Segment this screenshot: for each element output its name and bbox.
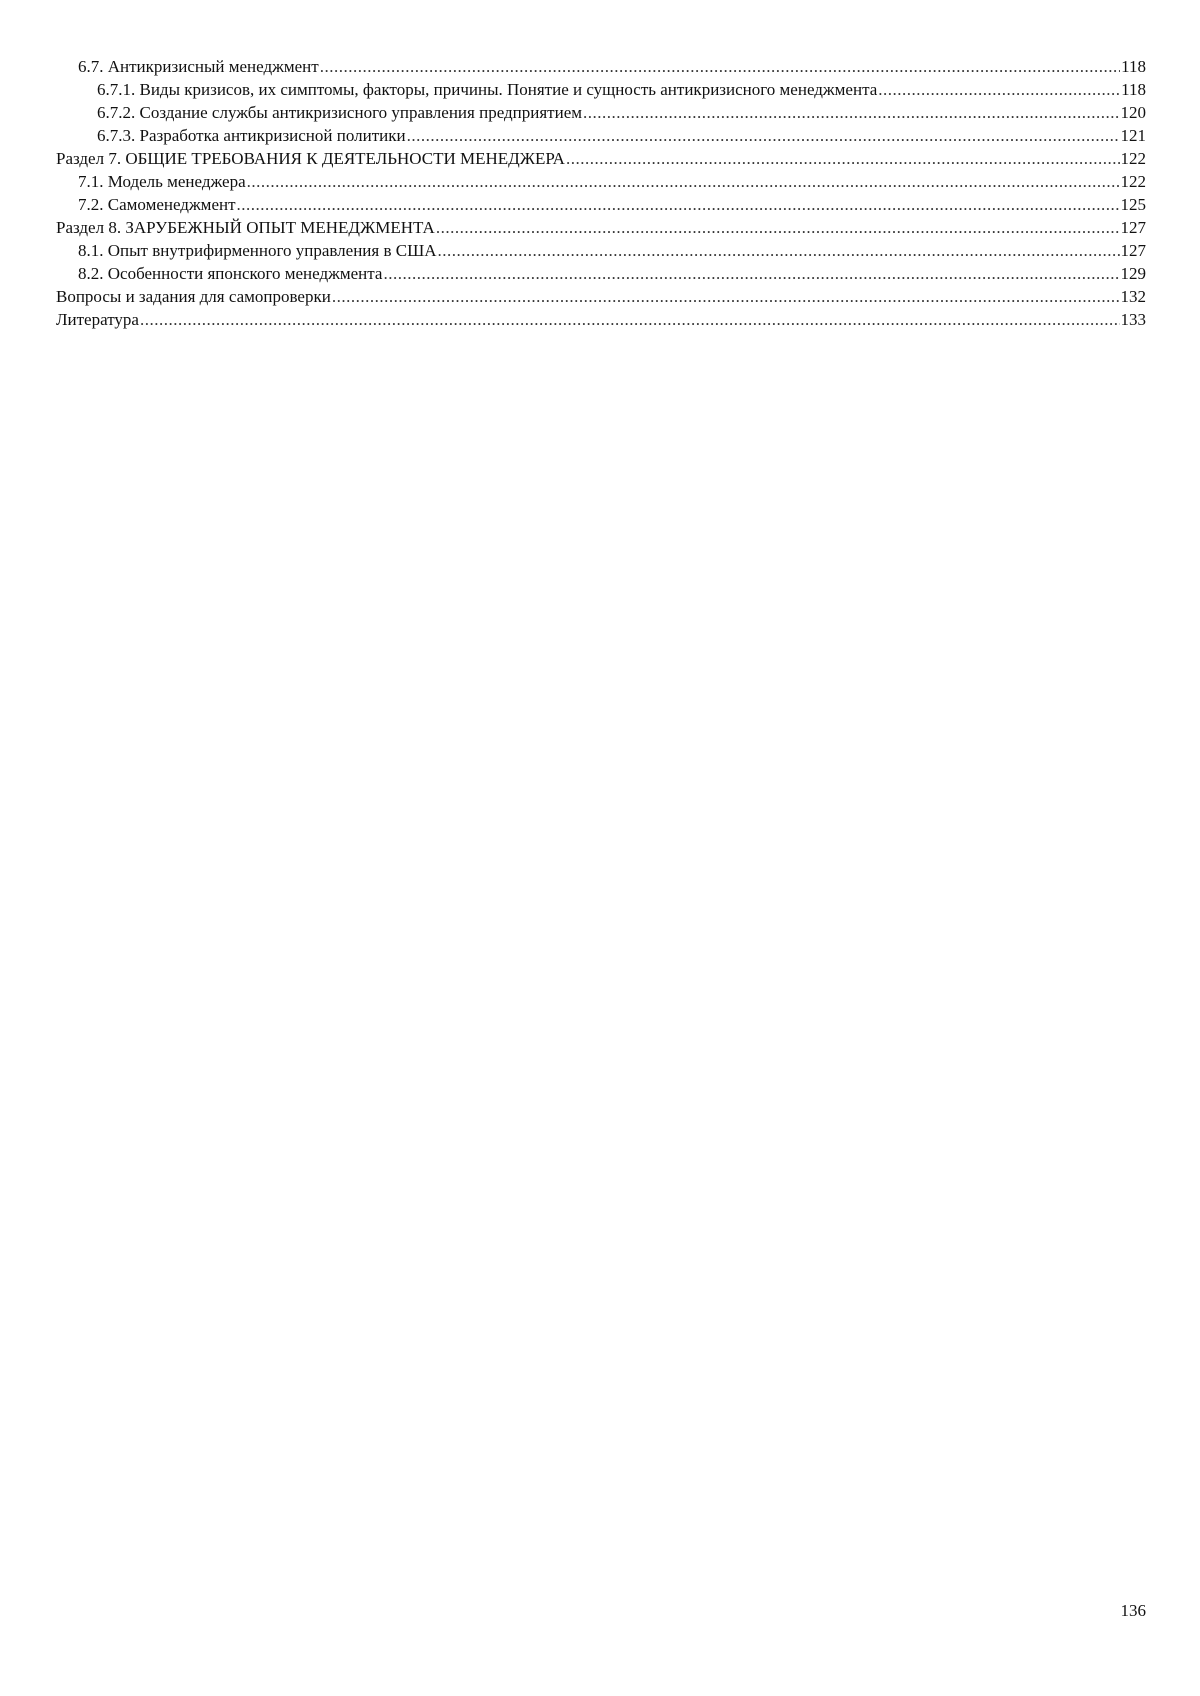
toc-dot-leader	[566, 147, 1120, 170]
toc-entry-page: 132	[1120, 287, 1146, 306]
toc-entry	[56, 55, 1146, 78]
toc-entry-title: 7.2. Самоменеджмент	[78, 195, 236, 214]
toc-entry	[56, 216, 1146, 239]
toc-entry-title: 8.1. Опыт внутрифирменного управления в США	[78, 241, 437, 260]
toc-entry-page: 118	[1121, 80, 1146, 99]
toc-dot-leader	[436, 216, 1120, 239]
toc-dot-leader	[383, 262, 1119, 285]
toc-dot-leader	[407, 124, 1120, 147]
toc-entry-title: 8.2. Особенности японского менеджмента	[78, 264, 383, 283]
table-of-contents	[56, 55, 1146, 331]
toc-entry-title: Вопросы и задания для самопроверки	[56, 287, 331, 306]
toc-dot-leader	[332, 285, 1120, 308]
toc-entry	[56, 101, 1146, 124]
toc-entry	[56, 308, 1146, 331]
toc-entry-page: 133	[1120, 310, 1146, 329]
toc-dot-leader	[320, 55, 1120, 78]
toc-entry-title: 6.7.3. Разработка антикризисной политики	[97, 126, 406, 145]
toc-entry-title: Литература	[56, 310, 139, 329]
toc-entry	[56, 262, 1146, 285]
toc-entry-title: 7.1. Модель менеджера	[78, 172, 246, 191]
toc-dot-leader	[583, 101, 1119, 124]
toc-entry-page: 121	[1120, 126, 1146, 145]
toc-entry-page: 122	[1120, 149, 1146, 168]
toc-entry	[56, 285, 1146, 308]
toc-entry-page: 125	[1120, 195, 1146, 214]
page-number: 136	[1120, 1601, 1146, 1620]
toc-entry-title: 6.7.2. Создание службы антикризисного управления предприятием	[97, 103, 583, 122]
toc-entry	[56, 239, 1146, 262]
toc-entry	[56, 147, 1146, 170]
toc-entry-title: 6.7.1. Виды кризисов, их симптомы, факторы, причины. Понятие и сущность антикризисного менеджмента	[97, 80, 878, 99]
toc-entry-title: 6.7. Антикризисный менеджмент	[78, 57, 319, 76]
toc-entry-page: 120	[1120, 103, 1146, 122]
toc-entry	[56, 170, 1146, 193]
toc-entry-title: Раздел 8. ЗАРУБЕЖНЫЙ ОПЫТ МЕНЕДЖМЕНТА	[56, 218, 435, 237]
toc-entry	[56, 193, 1146, 216]
toc-dot-leader	[878, 78, 1120, 101]
toc-entry-page: 127	[1120, 218, 1146, 237]
toc-entry-page: 122	[1120, 172, 1146, 191]
toc-entry-page: 127	[1120, 241, 1146, 260]
toc-entry-page: 118	[1121, 57, 1146, 76]
toc-entry-page: 129	[1120, 264, 1146, 283]
toc-dot-leader	[438, 239, 1120, 262]
toc-entry	[56, 124, 1146, 147]
toc-entry-title: Раздел 7. ОБЩИЕ ТРЕБОВАНИЯ К ДЕЯТЕЛЬНОСТИ МЕНЕДЖЕРА	[56, 149, 565, 168]
toc-dot-leader	[140, 308, 1120, 331]
toc-dot-leader	[247, 170, 1120, 193]
toc-entry	[56, 78, 1146, 101]
toc-dot-leader	[237, 193, 1120, 216]
